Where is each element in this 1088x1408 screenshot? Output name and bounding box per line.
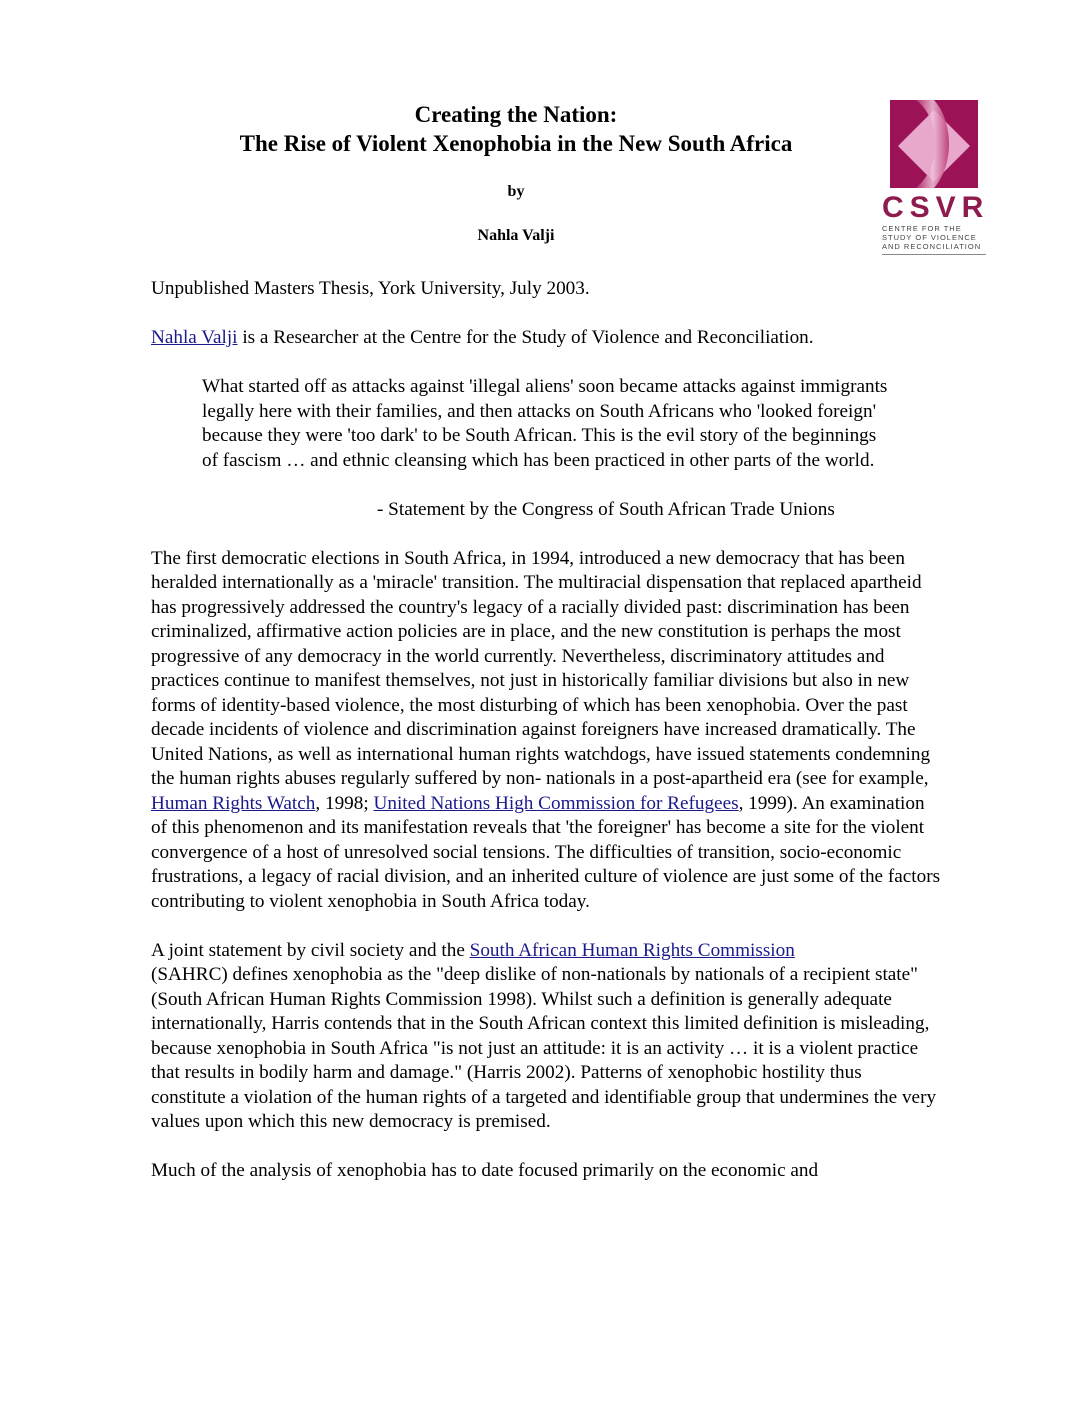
- csvr-logo-letters: CSVR: [882, 191, 990, 224]
- sahrc-link[interactable]: South African Human Rights Commission: [469, 939, 795, 961]
- paragraph-1-text-a: The first democratic elections in South Africa, in 1994, introduced a new democracy that has been heralded internationally as a 'miracle' transition. The multiracial dispensation that replaced apartheid has progressively addressed the country's legacy of a racially divided past: discrimination has been criminalized, affirmative action policies are in place, and the new constitution is perhaps the most progressive of any democracy in the world currently. Nevertheless, discriminatory attitudes and practices continue to manifest themselves, not just in historically familiar divisions but also in new forms of identity-based violence, the most disturbing of which has been xenophobia. Over the past decade incidents of violence and discrimination against foreigners have increased dramatically. The United Nations, as well as international human rights watchdogs, have issued statements condemning the human rights abuses regularly suffered by non- nationals in a post-apartheid era (see for example,: [151, 547, 931, 789]
- csvr-logo-emblem-icon: [890, 100, 978, 188]
- title-line-2: The Rise of Violent Xenophobia in the New South Africa: [239, 131, 793, 156]
- logo-divider: [882, 254, 986, 255]
- document-body: [151, 277, 941, 1208]
- byline-by: by: [507, 183, 525, 200]
- epigraph-attribution: - Statement by the Congress of South African Trade Unions: [377, 498, 835, 520]
- thesis-note: Unpublished Masters Thesis, York University, July 2003.: [151, 278, 590, 299]
- paragraph-2-text-b: (SAHRC) defines xenophobia as the "deep dislike of non-nationals by nationals of a recipient state" (South African Human Rights Commission 1998). Whilst such a definition is generally adequate internationally, Harris contends that in the South African context this limited definition is misleading, because xenophobia in South Africa "is not just an attitude: it is an activity … it is a violent practice that results in bodily harm and damage." (Harris 2002). Patterns of xenophobic hostility thus constitute a violation of the human rights of a targeted and identifiable group that undermines the very values upon which this new democracy is premised.: [151, 964, 937, 1132]
- paragraph-1-text-b: , 1998;: [315, 792, 374, 814]
- csvr-logo: [880, 100, 988, 260]
- csvr-logo-subtitle-3: AND RECONCILIATION: [882, 242, 982, 251]
- csvr-logo-subtitle-2: STUDY OF VIOLENCE: [882, 233, 977, 242]
- paragraph-3: Much of the analysis of xenophobia has to date focused primarily on the economic and: [151, 1160, 819, 1181]
- paragraph-1: [151, 547, 941, 915]
- paragraph-1-text-c: , 1999). An examination of this phenomenon and its manifestation reveals that 'the foreigner' has become a site for the violent convergence of a host of unresolved social tensions. The difficulties of transition, socio-economic frustrations, a legacy of racial division, and an inherited culture of violence are just some of the factors contributing to violent xenophobia in South Africa today.: [151, 792, 941, 912]
- title-line-1: Creating the Nation:: [414, 102, 618, 127]
- epigraph-quote: What started off as attacks against 'illegal aliens' soon became attacks against immigrants legally here with their families, and then attacks on South Africans who 'looked foreign' because they were 'too dark' to be South African. This is the evil story of the beginnings of fascism … and ethnic cleansing which has been practiced in other parts of the world.: [202, 376, 888, 471]
- unhcr-link[interactable]: United Nations High Commission for Refugees: [373, 792, 739, 814]
- author-link[interactable]: Nahla Valji: [151, 327, 238, 348]
- author-name: Nahla Valji: [477, 227, 555, 244]
- author-bio: [151, 326, 941, 351]
- paragraph-2-text-a: A joint statement by civil society and the: [151, 939, 470, 961]
- csvr-logo-subtitle-1: CENTRE FOR THE: [882, 224, 962, 233]
- paragraph-2: [151, 939, 941, 1135]
- human-rights-watch-link[interactable]: Human Rights Watch: [151, 792, 316, 814]
- document-header: [150, 100, 882, 246]
- author-bio-text: is a Researcher at the Centre for the Study of Violence and Reconciliation.: [237, 327, 814, 348]
